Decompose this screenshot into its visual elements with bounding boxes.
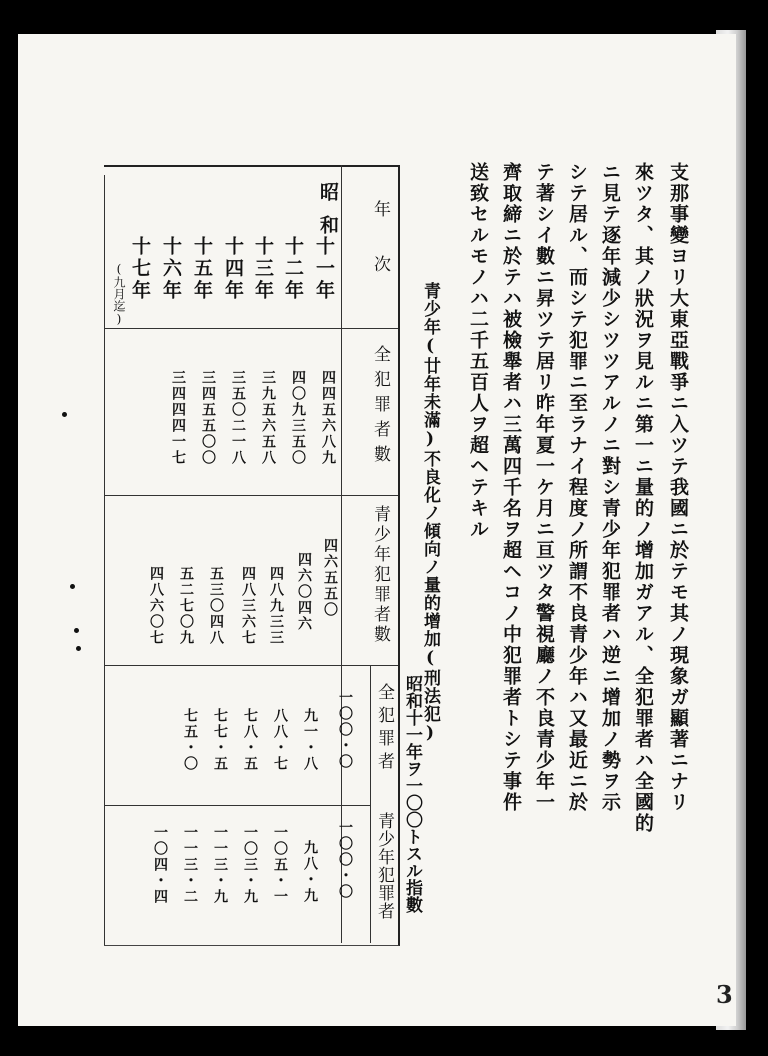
year-1: 十一年: [313, 236, 335, 302]
era-label: 昭和: [317, 182, 339, 248]
page-number: 3: [716, 980, 733, 1009]
body-line-2: 來ツタ、其ノ狀況ヲ見ルニ第一ニ量的ノ增加ガアル、全犯罪者ハ全國的: [632, 162, 654, 834]
index-header-divider: [370, 665, 371, 943]
row-divider-2: [104, 495, 398, 496]
margin-mark: [76, 646, 81, 651]
year-6: 十六年: [160, 236, 182, 302]
header-total-criminals: 全犯罪者數: [370, 345, 390, 470]
body-line-5: テ著シイ數ニ昇ツテ居リ昨年夏一ケ月ニ亘ツタ警視廳ノ不良青少年一: [533, 162, 555, 813]
index-youth-6: 一一三・二: [182, 825, 198, 905]
youth-criminals-2: 四六〇四六: [296, 552, 312, 632]
body-line-1: 支那事變ヨリ大東亞戰爭ニ入ツテ我國ニ於テモ其ノ現象ガ顯著ニナリ: [667, 162, 689, 813]
index-youth-1: 一〇〇・〇: [337, 820, 353, 900]
table-left-edge: [104, 175, 105, 945]
body-line-4: シテ居ル、而シテ犯罪ニ至ラナイ程度ノ所謂不良青少年ハ又最近ニ於: [566, 162, 588, 813]
margin-mark: [62, 412, 67, 417]
row-divider-1: [104, 328, 398, 329]
youth-criminals-7: 四八六〇七: [148, 566, 164, 646]
index-total-2: 九一・八: [302, 708, 318, 772]
total-criminals-1: 四四五六八九: [320, 370, 336, 466]
year-2: 十二年: [282, 236, 304, 302]
index-youth-5: 一一三・九: [212, 825, 228, 905]
index-total-6: 七五・〇: [182, 708, 198, 772]
header-index-group: 昭和十一年ヲ一〇〇トスル指數: [402, 675, 422, 913]
youth-criminals-1: 四六五五〇: [322, 538, 338, 618]
header-index-total: 全犯罪者: [374, 683, 394, 775]
index-total-4: 七八・五: [242, 708, 258, 772]
total-criminals-2: 四〇九三五〇: [290, 370, 306, 466]
index-youth-7: 一〇四・四: [152, 825, 168, 905]
header-youth-criminals: 青少年犯罪者數: [370, 505, 390, 645]
year-4: 十四年: [222, 236, 244, 302]
body-line-6: 齊取締ニ於テハ被檢舉者ハ三萬四千名ヲ超ヘコノ中犯罪者トシテ事件: [500, 162, 522, 813]
year-7-note: (九月迄): [112, 262, 126, 326]
row-divider-4: [104, 805, 370, 806]
youth-criminals-3: 四八九三三: [268, 566, 284, 646]
year-5: 十五年: [191, 236, 213, 302]
youth-criminals-4: 四八三六七: [240, 566, 256, 646]
youth-criminals-5: 五三〇四八: [208, 566, 224, 646]
index-youth-3: 一〇五・一: [272, 825, 288, 905]
index-total-1: 一〇〇・〇: [337, 690, 353, 770]
youth-criminals-6: 五二七〇九: [178, 566, 194, 646]
table-title: 青少年(廿年未滿)不良化ノ傾向ノ量的增加(刑法犯): [420, 282, 440, 744]
header-index-youth: 青少年犯罪者: [374, 812, 394, 920]
body-line-3: ニ見テ逐年減少シツツアルノニ對シ青少年犯罪者ハ逆ニ增加ノ勢ヲ示: [599, 162, 621, 813]
total-criminals-3: 三九五六五八: [260, 370, 276, 466]
total-criminals-5: 三四五五〇〇: [200, 370, 216, 466]
body-line-7: 送致セルモノハ二千五百人ヲ超ヘテキル: [467, 162, 489, 540]
margin-mark: [74, 628, 79, 633]
row-divider-3: [104, 665, 398, 666]
year-3: 十三年: [252, 236, 274, 302]
year-7: 十七年: [129, 236, 151, 302]
total-criminals-6: 三四四四一七: [170, 370, 186, 466]
total-criminals-4: 三五〇二一八: [230, 370, 246, 466]
margin-mark: [70, 584, 75, 589]
index-total-5: 七七・五: [212, 708, 228, 772]
index-youth-4: 一〇三・九: [242, 825, 258, 905]
index-youth-2: 九八・九: [302, 840, 318, 904]
index-total-3: 八八・七: [272, 708, 288, 772]
header-year: 年次: [370, 200, 390, 310]
